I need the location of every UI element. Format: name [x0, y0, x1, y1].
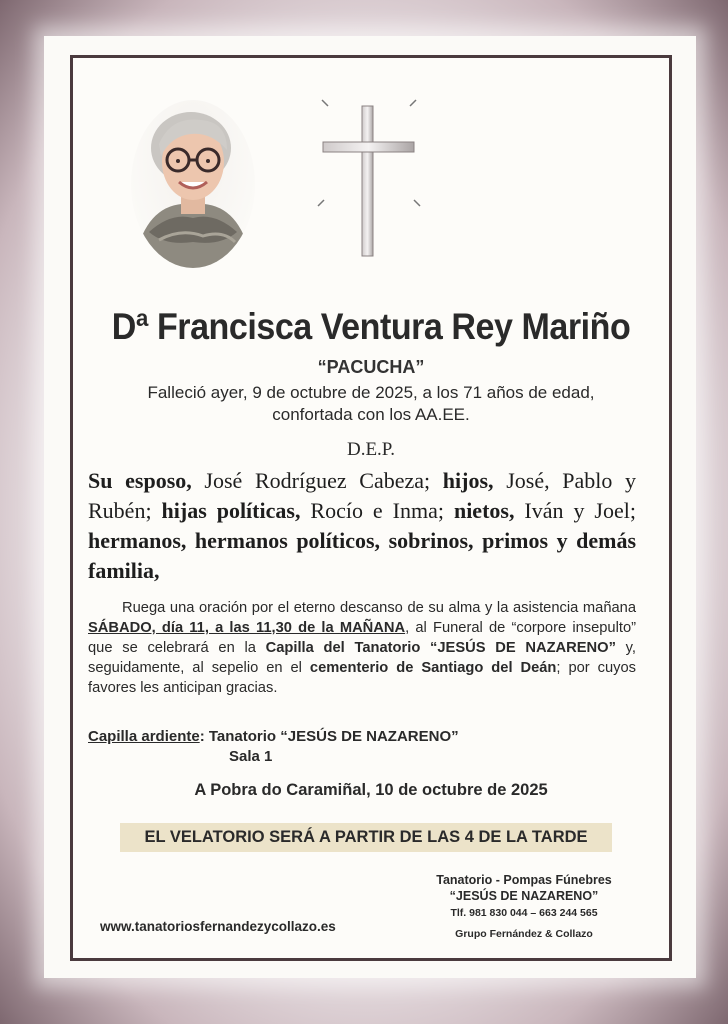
capilla-colon: :	[199, 728, 205, 745]
portrait-photo-icon	[131, 100, 255, 268]
ruega-text-3: y, seguidamente, al sepelio en el	[88, 640, 636, 676]
velatorio-banner: EL VELATORIO SERÁ A PARTIR DE LAS 4 DE LA TARDE	[120, 823, 612, 852]
ruega-text-4: ; por cuyos favores les anticipan gracias.	[88, 660, 637, 696]
death-line-2: confortada con los AA.EE.	[272, 405, 470, 424]
capilla-sala: Sala 1	[229, 748, 273, 765]
funeral-home-group: Grupo Fernández & Collazo	[455, 928, 593, 940]
dep-heading: D.E.P.	[346, 439, 396, 460]
esposo-name: José Rodríguez Cabeza;	[191, 468, 443, 493]
funeral-home-phone: Tlf. 981 830 044 – 663 244 565	[450, 907, 598, 919]
chapel-name: Capilla del Tanatorio “JESÚS DE NAZARENO”	[265, 640, 616, 656]
funeral-home-line1: Tanatorio - Pompas Fúnebres	[436, 873, 612, 887]
hijas-label: hijas políticas,	[161, 498, 301, 523]
family-paragraph	[88, 466, 636, 586]
ruega-text-1: Ruega una oración por el eterno descanso de su alma y la asistencia mañana	[122, 600, 636, 616]
cross-icon	[312, 96, 426, 262]
funeral-home-line2: “JESÚS DE NAZARENO”	[449, 889, 599, 903]
death-announcement	[80, 382, 662, 426]
deceased-nickname: “PACUCHA”	[317, 357, 425, 377]
hijos-names: José, Pablo y Rubén;	[88, 468, 637, 523]
death-line-1: Falleció ayer, 9 de octubre de 2025, a los 71 años de edad,	[147, 383, 595, 402]
hijas-names: Rocío e Inma;	[300, 498, 454, 523]
capilla-value: Tanatorio “JESÚS DE NAZARENO”	[204, 728, 459, 745]
nietos-names: Iván y Joel;	[514, 498, 636, 523]
cemetery-name: cementerio de Santiago del Deán	[309, 660, 557, 676]
hijos-label: hijos,	[442, 468, 494, 493]
website-link[interactable]: www.tanatoriosfernandezycollazo.es	[100, 919, 336, 934]
portrait-photo	[131, 100, 255, 268]
funeral-paragraph	[88, 598, 636, 698]
funeral-home-block	[408, 872, 640, 943]
family-rest: hermanos, hermanos políticos, sobrinos, primos y demás familia,	[88, 528, 636, 583]
place-date: A Pobra do Caramiñal, 10 de octubre de 2025	[194, 781, 548, 799]
capilla-label: Capilla ardiente	[88, 728, 200, 745]
esposo-label: Su esposo,	[88, 468, 192, 493]
funeral-date: SÁBADO, día 11, a las 11,30 de la MAÑANA	[88, 620, 406, 636]
nietos-label: nietos,	[453, 498, 515, 523]
capilla-ardiente	[88, 727, 459, 747]
deceased-name: Dª Francisca Ventura Rey Mariño	[111, 306, 631, 347]
ruega-text-2: , al Funeral de “corpore insepulto” que se celebrará en la	[88, 620, 637, 656]
